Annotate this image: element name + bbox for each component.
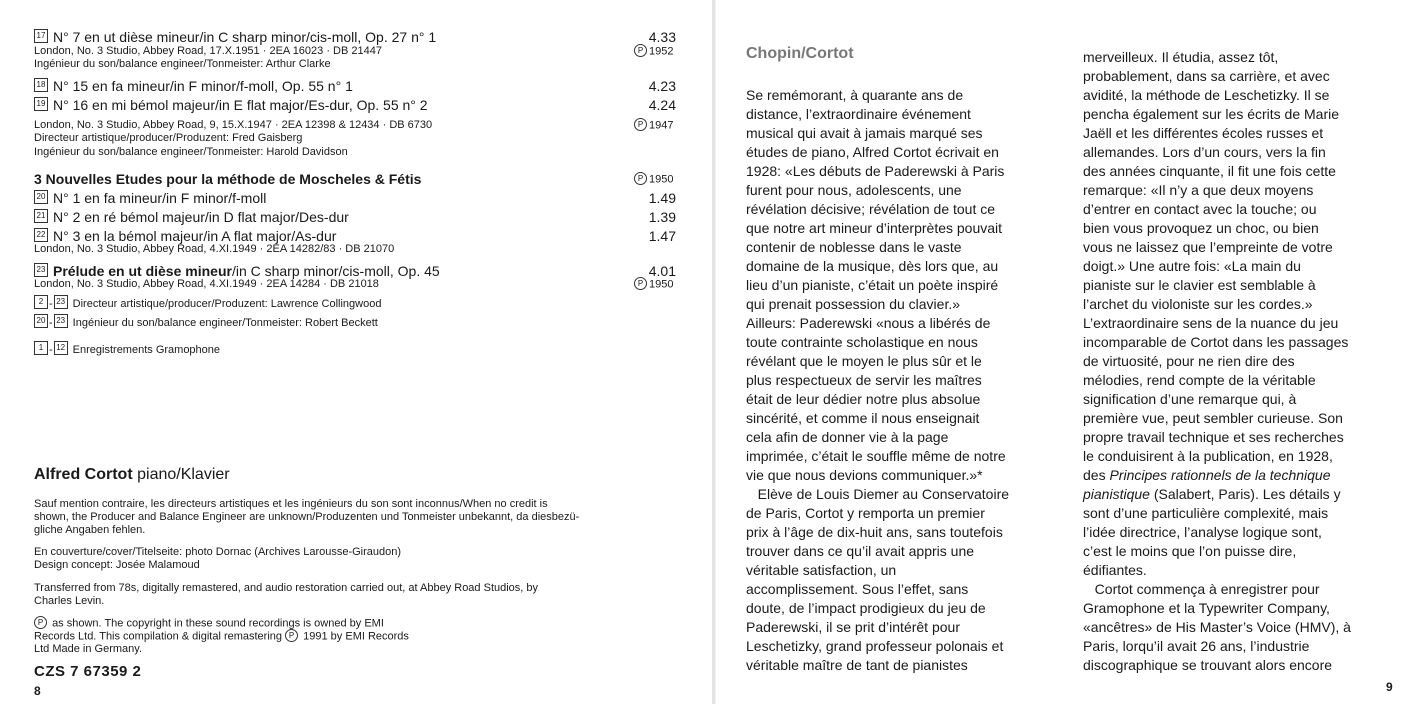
page-number-right: 9	[1386, 680, 1393, 694]
phonogram-year: P 1950	[634, 278, 673, 291]
note-credits-l3: gliche Angaben fehlen.	[34, 524, 146, 536]
recording-info: London, No. 3 Studio, Abbey Road, 9, 15.X.1947 · 2EA 12398 & 12434 · DB 6730	[34, 119, 433, 131]
engineer-credit: Ingénieur du son/balance engineer/Tonmeister: Harold Davidson	[34, 146, 348, 158]
recording-info: London, No. 3 Studio, Abbey Road, 4.XI.1949 · 2EA 14282/83 · DB 21070	[34, 243, 395, 255]
engineer-credit: Ingénieur du son/balance engineer/Tonmeister: Arthur Clarke	[34, 58, 331, 70]
artist-line	[34, 466, 230, 484]
track-title-rest: /in C sharp minor/cis-moll, Op. 45	[231, 263, 440, 279]
phonogram-year: P 1947	[634, 119, 673, 132]
track-duration: 1.49	[648, 190, 676, 206]
note-credits-l1: Sauf mention contraire, les directeurs artistiques et les ingénieurs du son sont inconnus/When no credit is	[34, 498, 548, 510]
phonogram-icon: P	[285, 629, 298, 642]
recording-info: London, No. 3 Studio, Abbey Road, 17.X.1951 · 2EA 16023 · DB 21447	[34, 45, 382, 57]
note-cover: En couverture/cover/Titelseite: photo Dornac (Archives Larousse-Giraudon)	[34, 546, 402, 558]
note-copyright-l1: P as shown. The copyright in these sound recordings is owned by EMI	[34, 617, 384, 630]
text-column-2: merveilleux. Il étudia, assez tôt, probablement, dans sa carrière, et avec avidité, la méthode de Leschetizky. Il se pencha également sur les écrits de Marie Jaëll et les différentes écoles russes et allemandes. Lors d’un cours, vers la fin des années cinquante, il fit une fois cette remarque: «Il n’y a que deux moyens d’entrer en contact avec la touche; ou bien vous provoquez un choc, ou bien vous ne laissez que l’empreinte de votre doigt.» Une autre fois: «La main du pianiste sur le clavier est semblable à l’archet du violoniste sur les cordes.» L’extraordinaire sens de la nuance du jeu incomparable de Cortot dans les passages de virtuosité, pour ne rien dire des mélodies, rend compte de la véritable signification d’une remarque qui, à première vue, peut sembler curieuse. Son propre travail technique et ses recherches le conduisirent à la publication, en 1928, des Principes rationnels de la technique pianistique (Salabert, Paris). Les détails y sont d’une particulière complexité, mais l’idée directrice, l’analyse logique sont, c’est le moins que l’on puisse dire, édifiantes. Cortot commença à enregistrer pour Gramophone et la Typewriter Company, «ancêtres» de His Master’s Voice (HMV), à Paris, lorqu’il avait 26 ans, l’industrie discographique se trouvant alors encore	[1083, 49, 1351, 673]
track-number: 18	[34, 78, 48, 92]
phonogram-year: P 1952	[634, 45, 673, 58]
track-duration: 1.39	[648, 209, 676, 225]
phonogram-icon: P	[634, 172, 647, 185]
artist-name: Alfred Cortot	[34, 466, 133, 483]
page-number-left: 8	[34, 684, 41, 698]
track-title: N° 16 en mi bémol majeur/in E flat major/Es-dur, Op. 55 n° 2	[53, 97, 428, 113]
track-number: 19	[34, 97, 48, 111]
recording-info: London, No. 3 Studio, Abbey Road, 4.XI.1949 · 2EA 14284 · DB 21018	[34, 278, 379, 290]
line-with-italic-title: des Principes rationnels de la technique	[1083, 467, 1331, 483]
producer-credit: Directeur artistique/producer/Produzent: Fred Gaisberg	[34, 132, 303, 144]
track-number: 23	[34, 263, 48, 277]
phonogram-icon: P	[634, 44, 647, 57]
line-with-italic-title-2: pianistique (Salabert, Paris). Les détails y	[1083, 486, 1341, 502]
track-title-bold: Prélude en ut dièse mineur	[53, 263, 232, 279]
credit-producer: 2 - 23 Directeur artistique/producer/Produzent: Lawrence Collingwood	[34, 297, 381, 311]
track-duration: 4.01	[648, 263, 676, 279]
page-title: Chopin/Cortot	[746, 45, 854, 62]
phonogram-icon: P	[634, 277, 647, 290]
track-title: N° 2 en ré bémol majeur/in D flat major/Des-dur	[53, 209, 349, 225]
note-design: Design concept: Josée Malamoud	[34, 559, 200, 571]
track-duration: 4.24	[648, 97, 676, 113]
artist-role: piano/Klavier	[137, 466, 230, 483]
track-number: 22	[34, 228, 48, 242]
track-title: N° 7 en ut dièse mineur/in C sharp minor/cis-moll, Op. 27 n° 1	[53, 29, 437, 45]
note-transfer-l2: Charles Levin.	[34, 595, 105, 607]
track-duration: 1.47	[648, 228, 676, 244]
note-transfer-l1: Transferred from 78s, digitally remastered, and audio restoration carried out, at Abbey Road Studios, by	[34, 582, 539, 594]
track-title: N° 3 en la bémol majeur/in A flat major/As-dur	[53, 228, 337, 244]
phonogram-icon: P	[34, 616, 47, 629]
phonogram-year: P 1950	[634, 173, 673, 186]
note-credits-l2: shown, the Producer and Balance Engineer are unknown/Produzenten und Tonmeister unbekannt, da diesbezü-	[34, 511, 580, 523]
text-column-1: Se remémorant, à quarante ans de distance, l’extraordinaire événement musical qui avait à jamais marqué ses études de piano, Alfred Cortot écrivait en 1928: «Les débuts de Paderewski à Paris furent pour nous, adolescents, une révélation décisive; révélation de tout ce que notre art mineur d’interprètes pouvait contenir de noblesse dans le vaste domaine de la musique, dès lors que, au lieu d’un pianiste, c’était un poète inspiré qui prenait possession du clavier.» Ailleurs: Paderewski «nous a libérés de toute contrainte scholastique en nous révélant que le moyen le plus sûr et le plus respectueux de servir les maîtres était de leur dédier notre plus absolue sincérité, et comme il nous enseignait cela afin de donner vie à la page imprimée, c’était le souffle même de notre vie que nous devions communiquer.»* Elève de Louis Diemer au Conservatoire de Paris, Cortot y remporta un premier prix à l’âge de dix-huit ans, sans toutefois trouver dans ce qu’il avait appris une véritable satisfaction, un accomplissement. Sous l’effet, sans doute, de l’impact prodigieux du jeu de Paderewski, il se prit d’intérêt pour Leschetizky, grand professeur polonais et véritable maître de tant de pianistes	[746, 87, 1010, 673]
section-heading: 3 Nouvelles Etudes pour la méthode de Moscheles & Fétis	[34, 171, 422, 187]
track-title: N° 15 en fa mineur/in F minor/f-moll, Op. 55 n° 1	[53, 78, 353, 94]
page-gutter-shadow	[715, 0, 716, 704]
track-number: 17	[34, 29, 48, 43]
track-duration: 4.33	[648, 29, 676, 45]
track-number: 21	[34, 209, 48, 223]
note-copyright-l3: Ltd Made in Germany.	[34, 643, 143, 655]
track-number: 20	[34, 190, 48, 204]
phonogram-icon: P	[634, 118, 647, 131]
credit-engineer: 20 - 23 Ingénieur du son/balance engineer/Tonmeister: Robert Beckett	[34, 316, 378, 330]
note-copyright-l2: Records Ltd. This compilation & digital remastering P 1991 by EMI Records	[34, 630, 409, 643]
track-title: N° 1 en fa mineur/in F minor/f-moll	[53, 190, 267, 206]
track-duration: 4.23	[648, 78, 676, 94]
credit-label: 1 - 12 Enregistrements Gramophone	[34, 343, 220, 357]
catalog-number: CZS 7 67359 2	[34, 663, 142, 680]
